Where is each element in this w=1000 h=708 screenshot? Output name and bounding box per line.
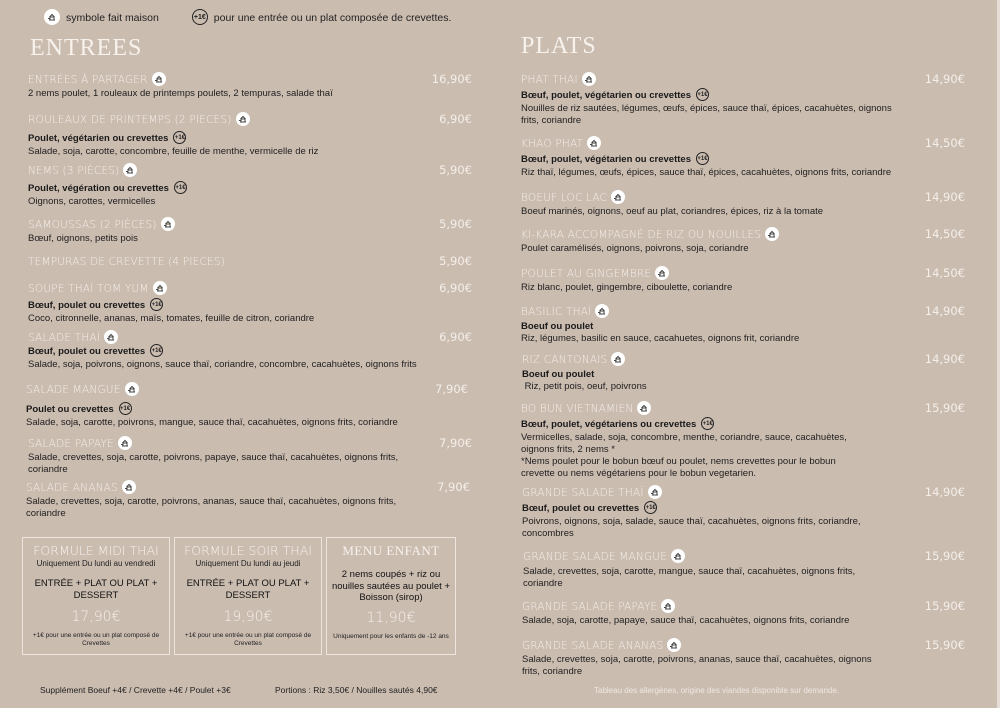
formula-body: 2 nems coupés + riz ou nouilles sautées au poulet + Boisson (sirop) [331,569,451,603]
dish-description: Salade, soja, carotte, papaye, sauce thaï, cacahuètes, oignons frits, coriandre [522,615,850,626]
homemade-icon [123,163,137,177]
entrees-list [28,0,472,530]
dish-name: POULET AU GINGEMBRE [521,267,652,280]
dish-description: Boeuf marinés, oignons, oeuf au plat, coriandres, épices, riz à la tomate [521,206,824,217]
dish-name: RIZ CANTONAIS [522,353,608,366]
dish-salade-ananas [26,480,470,519]
dish-name: ROULEAUX DE PRINTEMPS (2 PIECES) [28,113,232,126]
dish-price: 15,90€ [924,549,965,563]
homemade-icon [161,217,175,231]
dish-basilic-thai [521,304,965,345]
dish-footnote: *Nems poulet pour le bobun bœuf ou poulet, nems crevettes pour le bobun crevette ou nems végétariens pour le bobun vegetarien. [521,456,836,479]
dish-nems [28,163,472,208]
homemade-icon [587,136,601,150]
formula-title: FORMULE MIDI THAI [33,543,159,558]
dish-name: BO BUN VIETNAMIEN [521,402,634,415]
dish-description: Riz blanc, poulet, gingembre, ciboulette, coriandre [521,282,733,293]
homemade-icon [611,352,625,366]
plus-one-euro-icon: +1€ [696,152,709,165]
formula-title: FORMULE SOIR THAI [184,543,312,558]
dish-name: GRANDE SALADE PAPAYE [522,600,658,613]
dish-salade-thai [28,330,472,371]
dish-salade-papaye [28,436,472,475]
dish-variant: Poulet, végération ou crevettes +1€ [28,183,186,194]
dish-price: 14,50€ [924,227,965,241]
dish-salade-mangue [26,382,470,429]
dish-description: Salade, soja, carotte, concombre, feuille de menthe, vermicelle de riz [28,146,319,157]
homemade-icon [236,112,250,126]
dish-variant: Bœuf, poulet ou crevettes +1€ [522,503,656,514]
formula-midi [22,537,170,655]
dish-name: SALADE THAÏ [28,331,101,344]
homemade-icon [765,227,779,241]
dish-price: 15,90€ [924,599,965,613]
dish-price: 5,90€ [439,217,472,231]
dish-phat-thai [521,72,965,126]
dish-description: Poulet caramélisés, oignons, poivrons, soja, coriandre [521,243,749,254]
dish-name: NEMS (3 PIÈCES) [28,164,120,177]
dish-grande-salade-papaye [522,599,966,627]
dish-description: 2 nems poulet, 1 rouleaux de printemps poulets, 2 tempuras, salade thaï [28,88,333,99]
formula-body: ENTRÉE + PLAT OU PLAT + DESSERT [186,578,310,601]
dish-description: Salade, crevettes, soja, carotte, poivrons, ananas, sauce thaï, cacahuètes, oignons frits, coriandre [26,496,397,519]
dish-variant: Bœuf, poulet, végétariens ou crevettes +1€ [521,419,713,430]
plats-list [521,0,965,708]
dish-price: 14,90€ [924,72,965,86]
dish-description: Salade, crevettes, soja, carotte, poivrons, ananas, sauce thaï, cacahuètes, oignons frits, coriandre [522,654,872,677]
dish-description: Riz thaï, légumes, œufs, épices, sauce thaï, épices, cacahuètes, oignons frits, coriandre [521,167,892,178]
dish-soupe-tom-yum [28,281,472,325]
formula-enfant [326,537,456,655]
legend-shrimp-label: pour une entrée ou un plat composée de crevettes. [213,12,452,24]
dish-price: 5,90€ [439,254,472,268]
plus-one-euro-icon: +1€ [701,417,714,430]
dish-price: 5,90€ [439,163,472,177]
dish-price: 14,90€ [924,352,965,366]
plus-one-euro-icon: +1€ [150,344,163,357]
plus-one-euro-icon: +1€ [150,298,163,311]
homemade-icon [582,72,596,86]
formula-title: MENU ENFANT [342,543,440,558]
dish-name: KHAO PHAT [521,137,584,150]
dish-description: Vermicelles, salade, soja, concombre, menthe, coriandre, sauce, cacahuètes, oignons frits, 2 nems * [521,432,847,455]
dish-variant: Bœuf, poulet, végétarien ou crevettes +1€ [521,154,708,165]
formula-body: ENTRÉE + PLAT OU PLAT + DESSERT [34,578,158,601]
dish-description: Riz, petit pois, oeuf, poivrons [522,381,647,392]
footer-allergens: Tableau des allergènes, origine des viandes disponible sur demande. [594,686,840,695]
dish-name: ENTRÉES À PARTAGER [28,73,148,86]
dish-tempuras [28,254,472,269]
dish-price: 15,90€ [924,401,965,415]
dish-name: GRANDE SALADE ANANAS [522,639,664,652]
formula-note: Uniquement pour les enfants de -12 ans [333,632,449,640]
dish-variant: Bœuf, poulet ou crevettes +1€ [28,300,162,311]
dish-description: Bœuf, oignons, petits pois [28,233,138,244]
dish-price: 14,90€ [924,485,965,499]
formula-subtitle: Uniquement Du lundi au jeudi [195,559,301,568]
dish-price: 7,90€ [435,382,468,396]
homemade-icon [104,330,118,344]
dish-khao-phat [521,136,965,179]
dish-description: Salade, crevettes, soja, carotte, mangue, sauce thaï, cacahuètes, oignons frits, coriandre [523,566,856,589]
plus-one-euro-icon: +1€ [119,402,132,415]
homemade-icon [671,549,685,563]
dish-price: 14,50€ [924,266,965,280]
dish-description: Riz, légumes, basilic en sauce, cacahuetes, oignons frit, coriandre [521,333,800,344]
plats-title: PLATS [521,33,597,59]
dish-price: 6,90€ [439,281,472,295]
dish-description: Salade, crevettes, soja, carotte, poivrons, papaye, sauce thaï, cacahuètes, oignons frits, coriandre [28,452,399,475]
dish-riz-cantonais [522,352,966,393]
dish-bo-bun [521,401,965,479]
dish-price: 14,90€ [924,190,965,204]
dish-description: Salade, soja, carotte, poivrons, mangue, sauce thaï, cacahuètes, oignons frits, coriandre [26,417,398,428]
plus-one-euro-icon: +1€ [644,501,657,514]
dish-price: 14,50€ [924,136,965,150]
footer-supplements: Supplément Boeuf +4€ / Crevette +4€ / Poulet +3€ [40,685,231,695]
formula-price: 11,90€ [366,609,416,626]
dish-rouleaux-printemps [28,112,472,158]
homemade-icon [637,401,651,415]
homemade-icon [648,485,662,499]
dish-name: BOEUF LOC LAC [521,191,608,204]
legend-homemade-label: symbole fait maison [66,12,159,24]
dish-description: Coco, citronnelle, ananas, maïs, tomates, feuille de citron, coriandre [28,313,315,324]
dish-price: 7,90€ [437,480,470,494]
homemade-icon [125,382,139,396]
dish-price: 14,90€ [924,304,965,318]
homemade-icon [152,72,166,86]
dish-price: 6,90€ [439,112,472,126]
homemade-icon [595,304,609,318]
dish-grande-salade-thai [522,485,966,539]
dish-name: SALADE MANGUE [26,383,121,396]
dish-name: BASILIC THAÏ [521,305,592,318]
dish-name: SALADE PAPAYE [28,437,114,450]
dish-name: PHAT THAI [521,73,578,86]
dish-ki-kara [521,227,965,255]
homemade-icon [661,599,675,613]
footer-portions: Portions : Riz 3,50€ / Nouilles sautés 4,90€ [275,685,438,695]
dish-variant: Bœuf, poulet, végétarien ou crevettes +1€ [521,90,708,101]
dish-name: TEMPURAS DE CREVETTE (4 PIECES) [28,255,226,268]
dish-boeuf-loc-lac [521,190,965,218]
dish-name: SALADE ANANAS [26,481,118,494]
dish-variant: Poulet, végétarien ou crevettes +1€ [28,133,186,144]
formula-soir [174,537,322,655]
formula-subtitle: Uniquement Du lundi au vendredi [36,559,156,568]
formula-price: 17,90€ [71,609,121,625]
formula-price: 19,90€ [223,609,273,625]
plus-one-euro-icon: +1€ [696,88,709,101]
dish-samoussas [28,217,472,245]
dish-price: 7,90€ [439,436,472,450]
dish-description: Oignons, carottes, vermicelles [28,196,156,207]
dish-grande-salade-mangue [523,549,967,589]
dish-description: Poivrons, oignons, soja, salade, sauce thaï, cacahuètes, oignons frits, coriandre, concombres [522,516,861,539]
formula-note: +1€ pour une entrée ou un plat composé de Crevettes [184,632,312,647]
dish-grande-salade-ananas [522,638,966,677]
dish-name: GRANDE SALADE MANGUE [523,550,668,563]
dish-price: 16,90€ [431,72,472,86]
homemade-icon [655,266,669,280]
dish-poulet-gingembre [521,266,965,294]
dish-variant: Bœuf, poulet ou crevettes +1€ [28,346,162,357]
dish-name: SAMOUSSAS (2 PIÈCES) [28,218,157,231]
dish-name: GRANDE SALADE THAÏ [522,486,644,499]
homemade-icon [667,638,681,652]
plus-one-euro-icon: +1€ [192,9,208,25]
dish-variant: Poulet ou crevettes +1€ [26,404,131,415]
formula-note: +1€ pour une entrée ou un plat composé de Crevettes [32,632,160,647]
dish-price: 6,90€ [439,330,472,344]
homemade-icon [153,281,167,295]
dish-entrees-a-partager [28,72,472,100]
plus-one-euro-icon: +1€ [173,131,186,144]
dish-variant: Boeuf ou poulet [522,369,595,380]
entrees-title: ENTREES [30,35,143,61]
homemade-icon [118,436,132,450]
dish-description: Salade, soja, poivrons, oignons, sauce thaï, coriandre, concombre, cacahuètes, oignons frits [28,359,417,370]
dish-variant: Boeuf ou poulet [521,321,594,332]
dish-description: Nouilles de riz sautées, légumes, œufs, épices, sauce thaï, épices, cacahuètes, oignons frits, coriandre [521,103,892,126]
dish-price: 15,90€ [924,638,965,652]
homemade-icon [122,480,136,494]
dish-name: SOUPE THAÏ TOM YUM [28,282,149,295]
dish-name: KI-KARA ACCOMPAGNÉ DE RIZ OU NOUILLES [521,228,762,241]
plus-one-euro-icon: +1€ [174,181,187,194]
homemade-icon [611,190,625,204]
